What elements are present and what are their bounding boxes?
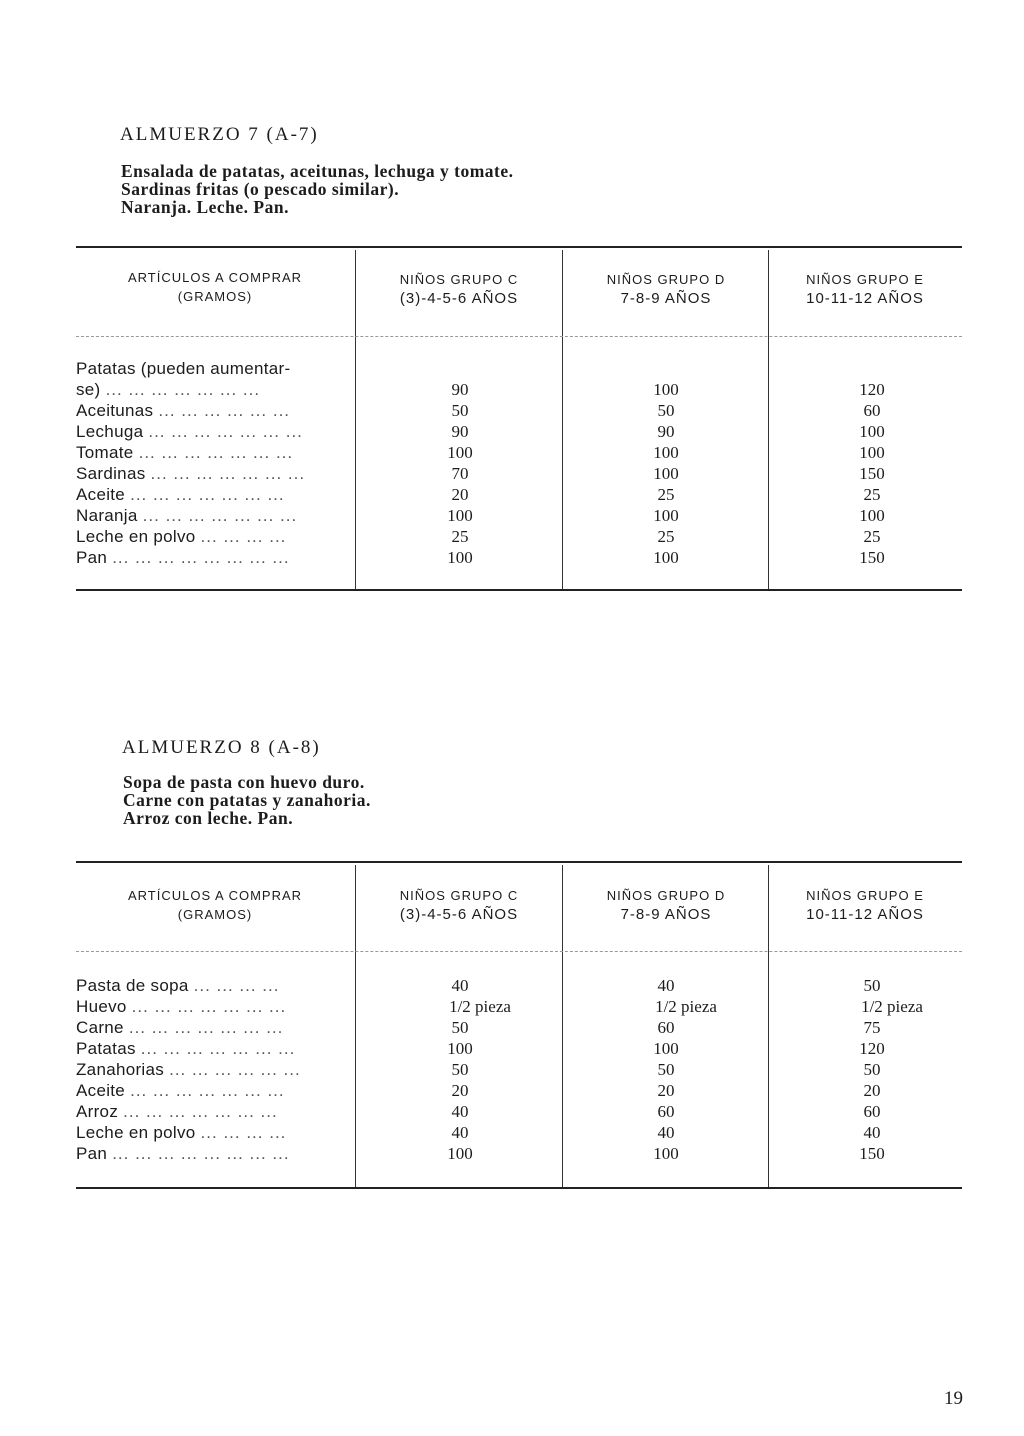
value-cell: 100 bbox=[447, 506, 473, 525]
value-cell: 70 bbox=[451, 464, 469, 483]
header-line: 10-11-12 AÑOS bbox=[806, 290, 924, 307]
table-bottom-rule bbox=[76, 589, 962, 591]
column-divider bbox=[562, 250, 563, 590]
value-cell: 100 bbox=[859, 422, 885, 441]
value-cell: 50 bbox=[657, 1060, 675, 1079]
value-cell: 100 bbox=[859, 506, 885, 525]
value-cell: 50 bbox=[451, 1018, 469, 1037]
value-cell bbox=[360, 358, 560, 379]
value-cell: 100 bbox=[653, 464, 679, 483]
header-group-c bbox=[358, 270, 560, 308]
value-cell: 25 bbox=[657, 485, 675, 504]
value-cell: 40 bbox=[451, 976, 469, 995]
header-line: 7-8-9 AÑOS bbox=[620, 906, 712, 923]
value-cell: 100 bbox=[447, 1144, 473, 1163]
item-row: Patatas (pueden aumentar- bbox=[76, 359, 291, 378]
value-cell: 50 bbox=[863, 976, 881, 995]
item-row: se) ... ... ... ... ... ... ... bbox=[76, 380, 261, 399]
value-cell: 100 bbox=[653, 506, 679, 525]
value-cell: 100 bbox=[653, 1039, 679, 1058]
value-cell: 50 bbox=[451, 401, 469, 420]
header-line: (GRAMOS) bbox=[177, 907, 253, 922]
header-line: NIÑOS GRUPO D bbox=[606, 272, 726, 287]
column-divider bbox=[768, 865, 769, 1187]
menu-line: Carne con patatas y zanahoria. bbox=[123, 790, 371, 810]
values-group-c bbox=[360, 358, 560, 568]
value-cell: 40 bbox=[657, 976, 675, 995]
table-top-rule bbox=[76, 861, 962, 863]
header-group-e bbox=[770, 886, 960, 924]
items-column bbox=[76, 975, 348, 1164]
value-cell: 20 bbox=[657, 1081, 675, 1100]
item-row: Huevo ... ... ... ... ... ... ... bbox=[76, 997, 287, 1016]
header-group-c bbox=[358, 886, 560, 924]
item-row: Tomate ... ... ... ... ... ... ... bbox=[76, 443, 294, 462]
header-separator bbox=[76, 336, 962, 337]
value-cell: 100 bbox=[653, 380, 679, 399]
item-row: Leche en polvo ... ... ... ... bbox=[76, 527, 287, 546]
item-row: Carne ... ... ... ... ... ... ... bbox=[76, 1018, 284, 1037]
header-line: NIÑOS GRUPO E bbox=[806, 888, 924, 903]
value-cell: 40 bbox=[657, 1123, 675, 1142]
value-cell: 150 bbox=[859, 1144, 885, 1163]
column-divider bbox=[562, 865, 563, 1187]
item-row: Arroz ... ... ... ... ... ... ... bbox=[76, 1102, 278, 1121]
header-line: NIÑOS GRUPO D bbox=[606, 888, 726, 903]
value-cell: 75 bbox=[863, 1018, 881, 1037]
header-group-d bbox=[565, 886, 767, 924]
header-line: (GRAMOS) bbox=[177, 289, 253, 304]
item-row: Aceitunas ... ... ... ... ... ... bbox=[76, 401, 291, 420]
value-cell: 90 bbox=[657, 422, 675, 441]
header-line: ARTÍCULOS A COMPRAR bbox=[127, 270, 303, 285]
value-cell: 60 bbox=[657, 1102, 675, 1121]
section-title: ALMUERZO 8 (A-8) bbox=[122, 737, 321, 758]
header-articles bbox=[80, 268, 350, 306]
value-cell: 40 bbox=[451, 1102, 469, 1121]
values-group-d bbox=[566, 358, 766, 568]
menu-line: Ensalada de patatas, aceitunas, lechuga y tomate. bbox=[121, 161, 514, 181]
value-cell bbox=[566, 358, 766, 379]
table-top-rule bbox=[76, 246, 962, 248]
value-cell: 100 bbox=[653, 1144, 679, 1163]
value-cell: 1/2 pieza bbox=[449, 997, 511, 1016]
value-cell: 25 bbox=[451, 527, 469, 546]
value-cell: 100 bbox=[447, 548, 473, 567]
section-title: ALMUERZO 7 (A-7) bbox=[120, 124, 319, 145]
value-cell: 40 bbox=[863, 1123, 881, 1142]
menu-line: Sardinas fritas (o pescado similar). bbox=[121, 179, 400, 199]
item-row: Zanahorias ... ... ... ... ... ... bbox=[76, 1060, 301, 1079]
item-row: Aceite ... ... ... ... ... ... ... bbox=[76, 485, 285, 504]
values-group-c bbox=[360, 975, 560, 1164]
value-cell: 25 bbox=[863, 527, 881, 546]
column-divider bbox=[355, 865, 356, 1187]
menu-description bbox=[121, 162, 514, 216]
header-separator bbox=[76, 951, 962, 952]
value-cell: 60 bbox=[657, 1018, 675, 1037]
value-cell: 20 bbox=[863, 1081, 881, 1100]
value-cell bbox=[772, 358, 972, 379]
header-articles bbox=[80, 886, 350, 924]
item-row: Naranja ... ... ... ... ... ... ... bbox=[76, 506, 298, 525]
value-cell: 100 bbox=[859, 443, 885, 462]
header-line: 7-8-9 AÑOS bbox=[620, 290, 712, 307]
item-row: Lechuga ... ... ... ... ... ... ... bbox=[76, 422, 303, 441]
values-group-e bbox=[772, 975, 972, 1164]
header-line: (3)-4-5-6 AÑOS bbox=[399, 290, 519, 307]
value-cell: 150 bbox=[859, 464, 885, 483]
header-line: ARTÍCULOS A COMPRAR bbox=[127, 888, 303, 903]
table-bottom-rule bbox=[76, 1187, 962, 1189]
header-line: NIÑOS GRUPO C bbox=[399, 272, 519, 287]
value-cell: 150 bbox=[859, 548, 885, 567]
items-column bbox=[76, 358, 348, 568]
header-line: NIÑOS GRUPO E bbox=[806, 272, 924, 287]
value-cell: 1/2 pieza bbox=[655, 997, 717, 1016]
page-number: 19 bbox=[944, 1388, 963, 1409]
menu-line: Arroz con leche. Pan. bbox=[123, 808, 294, 828]
header-group-d bbox=[565, 270, 767, 308]
item-row: Pan ... ... ... ... ... ... ... ... bbox=[76, 548, 290, 567]
values-group-e bbox=[772, 358, 972, 568]
value-cell: 25 bbox=[657, 527, 675, 546]
header-line: 10-11-12 AÑOS bbox=[806, 906, 924, 923]
values-group-d bbox=[566, 975, 766, 1164]
item-row: Pasta de sopa ... ... ... ... bbox=[76, 976, 280, 995]
item-row: Patatas ... ... ... ... ... ... ... bbox=[76, 1039, 296, 1058]
menu-line: Naranja. Leche. Pan. bbox=[121, 197, 289, 217]
value-cell: 100 bbox=[447, 443, 473, 462]
value-cell: 60 bbox=[863, 1102, 881, 1121]
header-line: (3)-4-5-6 AÑOS bbox=[399, 906, 519, 923]
value-cell: 1/2 pieza bbox=[861, 997, 923, 1016]
value-cell: 120 bbox=[859, 380, 885, 399]
item-row: Sardinas ... ... ... ... ... ... ... bbox=[76, 464, 306, 483]
header-line: NIÑOS GRUPO C bbox=[399, 888, 519, 903]
column-divider bbox=[355, 250, 356, 590]
value-cell: 120 bbox=[859, 1039, 885, 1058]
value-cell: 50 bbox=[451, 1060, 469, 1079]
value-cell: 100 bbox=[447, 1039, 473, 1058]
value-cell: 20 bbox=[451, 1081, 469, 1100]
value-cell: 100 bbox=[653, 548, 679, 567]
item-row: Leche en polvo ... ... ... ... bbox=[76, 1123, 287, 1142]
value-cell: 20 bbox=[451, 485, 469, 504]
item-row: Pan ... ... ... ... ... ... ... ... bbox=[76, 1144, 290, 1163]
value-cell: 90 bbox=[451, 380, 469, 399]
value-cell: 50 bbox=[863, 1060, 881, 1079]
menu-line: Sopa de pasta con huevo duro. bbox=[123, 772, 365, 792]
item-row: Aceite ... ... ... ... ... ... ... bbox=[76, 1081, 285, 1100]
value-cell: 100 bbox=[653, 443, 679, 462]
menu-description bbox=[123, 773, 371, 827]
value-cell: 60 bbox=[863, 401, 881, 420]
value-cell: 90 bbox=[451, 422, 469, 441]
column-divider bbox=[768, 250, 769, 590]
value-cell: 40 bbox=[451, 1123, 469, 1142]
header-group-e bbox=[770, 270, 960, 308]
value-cell: 25 bbox=[863, 485, 881, 504]
value-cell: 50 bbox=[657, 401, 675, 420]
